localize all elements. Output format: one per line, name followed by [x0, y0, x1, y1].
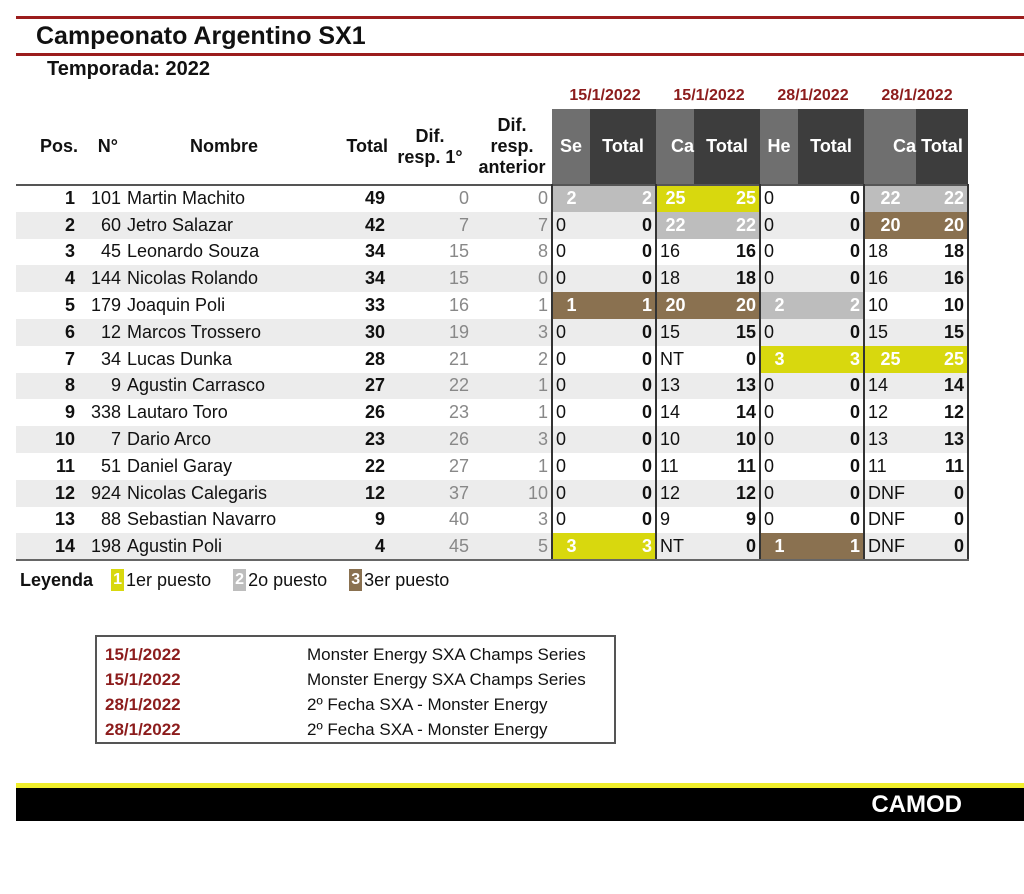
- rider-number-cell: 12: [78, 319, 124, 346]
- rider-number-cell: 45: [100, 241, 121, 262]
- event2-total-cell: 10: [694, 426, 760, 453]
- diff-first-cell: 0: [458, 188, 469, 209]
- event4-score-cell: DNF: [864, 533, 916, 560]
- event1-score-cell: 0: [552, 480, 590, 507]
- position-cell: 5: [64, 295, 75, 316]
- position-cell: 12: [16, 480, 78, 507]
- event3-score-cell: 0: [760, 373, 798, 400]
- event3-score-cell: 1: [760, 533, 798, 560]
- event3-score-cell: 0: [760, 480, 798, 507]
- position-cell: 9: [64, 402, 75, 423]
- rider-name-cell: Nicolas Calegaris: [124, 480, 324, 507]
- col-event2-short: Ca: [656, 109, 694, 185]
- page-title: Campeonato Argentino SX1: [36, 22, 366, 50]
- event3-score-cell: 0: [760, 399, 798, 426]
- diff-previous-cell: 1: [537, 455, 548, 476]
- event2-score-cell: 25: [656, 185, 694, 212]
- event1-score-cell: 0: [552, 239, 590, 266]
- diff-first-cell: 7: [388, 212, 472, 239]
- total-points-cell: 4: [324, 533, 388, 560]
- event2-total-cell: 14: [735, 402, 756, 423]
- event3-score-cell: 3: [760, 346, 798, 373]
- legend-item-third: 3 3er puesto: [349, 569, 449, 591]
- event2-total-cell: 16: [735, 241, 756, 262]
- event2-total-cell: 13: [694, 373, 760, 400]
- rider-name-cell: Nicolas Rolando: [124, 265, 324, 292]
- rider-number-cell: 338: [90, 402, 121, 423]
- position-cell: 6: [16, 319, 78, 346]
- event2-score-cell: 14: [656, 399, 694, 426]
- event4-score-cell: 14: [864, 373, 916, 400]
- rider-name-cell: Dario Arco: [124, 426, 324, 453]
- rider-number-cell: 9: [78, 373, 124, 400]
- col-event1-short: Se: [552, 109, 590, 185]
- event3-total-cell: 0: [798, 373, 864, 400]
- event2-total-cell: 0: [745, 348, 756, 369]
- event2-score-cell: 9: [656, 507, 694, 534]
- event2-total-cell: 25: [694, 185, 760, 212]
- event4-score-cell: DNF: [864, 507, 916, 534]
- total-points-cell: 34: [364, 241, 385, 262]
- rider-name-cell: Agustin Carrasco: [124, 373, 324, 400]
- diff-first-cell: 37: [388, 480, 472, 507]
- rider-name-cell: Sebastian Navarro: [127, 509, 277, 530]
- event2-score-cell: 22: [656, 212, 694, 239]
- event1-score-cell: 0: [552, 426, 590, 453]
- col-event2-total: Total: [694, 109, 760, 185]
- event1-total-cell: 2: [590, 185, 656, 212]
- diff-previous-cell: 7: [472, 212, 552, 239]
- event4-total-cell: 12: [916, 399, 968, 426]
- event3-score-cell: 0: [760, 265, 798, 292]
- event1-score-cell: 0: [552, 453, 590, 480]
- event3-total-cell: 0: [798, 426, 864, 453]
- event4-score-cell: 11: [864, 453, 916, 480]
- event1-total-cell: 0: [590, 265, 656, 292]
- event1-total-cell: 0: [641, 241, 652, 262]
- event2-total-cell: 18: [694, 265, 760, 292]
- position-cell: 14: [16, 533, 78, 560]
- col-event3-short: He: [760, 109, 798, 185]
- event1-total-cell: 0: [590, 319, 656, 346]
- event1-total-cell: 0: [590, 426, 656, 453]
- rider-name-cell: Martin Machito: [127, 188, 246, 209]
- diff-previous-cell: 3: [537, 509, 548, 530]
- legend-label: Leyenda: [20, 569, 94, 590]
- event1-total-cell: 0: [590, 212, 656, 239]
- position-cell: 7: [64, 348, 75, 369]
- table-row: [16, 212, 968, 239]
- table-row: [16, 453, 968, 480]
- event1-score-cell: 0: [552, 507, 590, 534]
- table-row: [16, 319, 968, 346]
- event4-score-cell: 10: [864, 292, 916, 319]
- col-num: N°: [97, 136, 118, 156]
- rider-name-cell: Daniel Garay: [127, 455, 233, 476]
- total-points-cell: 30: [324, 319, 388, 346]
- table-row: [16, 480, 968, 507]
- event4-total-cell: 0: [916, 507, 968, 534]
- event3-total-cell: 0: [798, 265, 864, 292]
- position-cell: 8: [16, 373, 78, 400]
- event1-total-cell: 0: [590, 480, 656, 507]
- event2-score-cell: 18: [656, 265, 694, 292]
- rider-number-cell: 101: [90, 188, 121, 209]
- event4-score-cell: 22: [864, 185, 916, 212]
- event4-total-cell: 20: [916, 212, 968, 239]
- event4-total-cell: 13: [916, 426, 968, 453]
- event1-score-cell: 0: [552, 212, 590, 239]
- table-row: [16, 346, 968, 373]
- standings-table: [16, 109, 969, 561]
- rider-name-cell: Agustin Poli: [124, 533, 324, 560]
- event1-total-cell: 0: [590, 373, 656, 400]
- rider-name-cell: Lautaro Toro: [127, 402, 228, 423]
- event-date-1: 15/1/2022: [569, 87, 641, 104]
- event3-score-cell: 0: [760, 319, 798, 346]
- diff-first-cell: 27: [448, 455, 469, 476]
- event4-total-cell: 0: [916, 533, 968, 560]
- event2-total-cell: 11: [736, 455, 756, 476]
- event2-total-cell: 20: [694, 292, 760, 319]
- table-row: [16, 426, 968, 453]
- event4-total-cell: 10: [916, 292, 968, 319]
- table-row: [16, 239, 968, 266]
- standings-body: [16, 185, 968, 560]
- rider-number-cell: 198: [78, 533, 124, 560]
- event4-total-cell: 18: [916, 239, 968, 266]
- diff-first-cell: 19: [388, 319, 472, 346]
- event2-score-cell: 20: [656, 292, 694, 319]
- event-list-item: 28/1/2022 2º Fecha SXA - Monster Energy: [105, 719, 548, 739]
- event4-score-cell: 16: [864, 265, 916, 292]
- total-points-cell: 22: [364, 455, 385, 476]
- diff-previous-cell: 1: [537, 402, 548, 423]
- event1-total-cell: 1: [590, 292, 656, 319]
- event3-total-cell: 1: [798, 533, 864, 560]
- event1-score-cell: 1: [552, 292, 590, 319]
- table-row: [16, 185, 968, 212]
- event2-score-cell: 16: [656, 239, 694, 266]
- event3-total-cell: 0: [798, 212, 864, 239]
- footer-bar: [16, 788, 1024, 821]
- diff-previous-cell: 1: [537, 295, 548, 316]
- event2-score-cell: NT: [656, 346, 694, 373]
- rider-number-cell: 60: [78, 212, 124, 239]
- position-cell: 4: [16, 265, 78, 292]
- position-cell: 3: [64, 241, 75, 262]
- diff-previous-cell: 3: [472, 426, 552, 453]
- event4-score-cell: 12: [864, 399, 916, 426]
- diff-previous-cell: 10: [472, 480, 552, 507]
- event-list-item: 28/1/2022 2º Fecha SXA - Monster Energy: [105, 694, 548, 714]
- diff-first-cell: 23: [448, 402, 469, 423]
- total-points-cell: 49: [364, 188, 385, 209]
- event1-total-cell: 3: [590, 533, 656, 560]
- event3-score-cell: 0: [760, 185, 798, 212]
- diff-previous-cell: 3: [472, 319, 552, 346]
- season-label: Temporada: 2022: [47, 58, 211, 80]
- event4-score-cell: 15: [864, 319, 916, 346]
- event4-score-cell: 13: [864, 426, 916, 453]
- event4-total-cell: 0: [916, 480, 968, 507]
- diff-first-cell: 15: [388, 265, 472, 292]
- event1-score-cell: 0: [552, 373, 590, 400]
- header-row: [16, 109, 968, 185]
- table-row: [16, 292, 968, 319]
- position-cell: 2: [16, 212, 78, 239]
- event-list-item: 15/1/2022 Monster Energy SXA Champs Series: [105, 669, 586, 689]
- event2-score-cell: 11: [656, 453, 694, 480]
- event4-total-cell: 16: [916, 265, 968, 292]
- event2-score-cell: 10: [656, 426, 694, 453]
- diff-first-cell: 22: [388, 373, 472, 400]
- col-dif-first: Dif. resp. 1°: [397, 125, 463, 167]
- table-row: [16, 533, 968, 560]
- diff-previous-cell: 0: [537, 188, 548, 209]
- col-event4-total: Total: [916, 109, 968, 185]
- event3-total-cell: 2: [798, 292, 864, 319]
- total-points-cell: 9: [374, 509, 385, 530]
- event3-score-cell: 0: [760, 507, 798, 534]
- event1-score-cell: 0: [552, 399, 590, 426]
- event4-total-cell: 11: [916, 453, 968, 480]
- rider-name-cell: Jetro Salazar: [124, 212, 324, 239]
- event4-score-cell: 18: [864, 239, 916, 266]
- diff-first-cell: 21: [448, 348, 469, 369]
- second-place-swatch: 2: [233, 569, 246, 591]
- event1-total-cell: 0: [641, 402, 652, 423]
- rider-number-cell: 51: [100, 455, 121, 476]
- total-points-cell: 28: [364, 348, 385, 369]
- event2-score-cell: 13: [656, 373, 694, 400]
- col-total: Total: [346, 136, 388, 156]
- title-top-rule: [16, 16, 1024, 19]
- event3-score-cell: 0: [760, 212, 798, 239]
- diff-first-cell: 45: [388, 533, 472, 560]
- event3-total-cell: 0: [849, 188, 860, 209]
- legend-item-second: 2 2o puesto: [233, 569, 327, 591]
- event3-score-cell: 0: [760, 453, 798, 480]
- event3-score-cell: 0: [760, 239, 798, 266]
- event4-score-cell: 20: [864, 212, 916, 239]
- total-points-cell: 12: [324, 480, 388, 507]
- table-row: [16, 399, 968, 426]
- event2-total-cell: 15: [694, 319, 760, 346]
- event2-total-cell: 22: [694, 212, 760, 239]
- diff-previous-cell: 5: [472, 533, 552, 560]
- event2-score-cell: 15: [656, 319, 694, 346]
- event4-total-cell: 25: [916, 346, 968, 373]
- event4-total-cell: 14: [916, 373, 968, 400]
- event4-total-cell: 22: [916, 185, 968, 212]
- legend-item-first: 1 1er puesto: [111, 569, 211, 591]
- legend: [20, 569, 471, 591]
- event3-total-cell: 3: [798, 346, 864, 373]
- position-cell: 10: [16, 426, 78, 453]
- event4-score-cell: 25: [864, 346, 916, 373]
- event3-total-cell: 0: [849, 509, 860, 530]
- event4-total-cell: 15: [916, 319, 968, 346]
- diff-previous-cell: 8: [537, 241, 548, 262]
- position-cell: 13: [54, 509, 75, 530]
- rider-number-cell: 179: [90, 295, 121, 316]
- rider-number-cell: 34: [100, 348, 121, 369]
- footer-brand: CAMOD: [871, 791, 962, 818]
- diff-previous-cell: 0: [472, 265, 552, 292]
- total-points-cell: 23: [324, 426, 388, 453]
- rider-number-cell: 7: [78, 426, 124, 453]
- event2-total-cell: 0: [694, 533, 760, 560]
- event1-score-cell: 2: [552, 185, 590, 212]
- event3-total-cell: 0: [798, 480, 864, 507]
- event3-total-cell: 0: [849, 455, 860, 476]
- event4-score-cell: DNF: [864, 480, 916, 507]
- diff-first-cell: 16: [448, 295, 469, 316]
- rider-name-cell: Lucas Dunka: [127, 348, 233, 369]
- third-place-swatch: 3: [349, 569, 362, 591]
- table-row: [16, 373, 968, 400]
- position-cell: 1: [64, 188, 75, 209]
- event3-total-cell: 0: [798, 319, 864, 346]
- rider-name-cell: Marcos Trossero: [124, 319, 324, 346]
- col-pos: Pos.: [39, 136, 78, 156]
- event-list: [95, 635, 616, 744]
- position-cell: 11: [55, 455, 75, 476]
- event2-score-cell: NT: [656, 533, 694, 560]
- col-event4-short: Ca: [864, 109, 916, 185]
- total-points-cell: 26: [364, 402, 385, 423]
- col-dif-prev: Dif. resp. anterior: [478, 115, 546, 177]
- event2-total-cell: 12: [694, 480, 760, 507]
- event1-score-cell: 0: [552, 265, 590, 292]
- event1-score-cell: 0: [552, 346, 590, 373]
- rider-name-cell: Joaquin Poli: [127, 295, 226, 316]
- total-points-cell: 33: [364, 295, 385, 316]
- event1-total-cell: 0: [641, 348, 652, 369]
- total-points-cell: 42: [324, 212, 388, 239]
- diff-previous-cell: 1: [472, 373, 552, 400]
- diff-first-cell: 15: [448, 241, 469, 262]
- event2-total-cell: 9: [745, 509, 756, 530]
- total-points-cell: 34: [324, 265, 388, 292]
- diff-first-cell: 26: [388, 426, 472, 453]
- first-place-swatch: 1: [111, 569, 124, 591]
- col-event1-total: Total: [590, 109, 656, 185]
- rider-number-cell: 924: [78, 480, 124, 507]
- col-event3-total: Total: [798, 109, 864, 185]
- rider-name-cell: Leonardo Souza: [127, 241, 260, 262]
- event-date-4: 28/1/2022: [881, 87, 953, 104]
- event3-score-cell: 2: [760, 292, 798, 319]
- rider-number-cell: 144: [78, 265, 124, 292]
- diff-first-cell: 40: [448, 509, 469, 530]
- total-points-cell: 27: [324, 373, 388, 400]
- event2-score-cell: 12: [656, 480, 694, 507]
- event-list-item: 15/1/2022 Monster Energy SXA Champs Series: [105, 644, 586, 664]
- table-row: [16, 265, 968, 292]
- table-row: [16, 507, 968, 534]
- title-bottom-rule: [16, 53, 1024, 56]
- event1-score-cell: 3: [552, 533, 590, 560]
- event-date-3: 28/1/2022: [777, 87, 849, 104]
- rider-number-cell: 88: [100, 509, 121, 530]
- event1-total-cell: 0: [641, 455, 652, 476]
- event3-total-cell: 0: [849, 241, 860, 262]
- event3-score-cell: 0: [760, 426, 798, 453]
- event1-total-cell: 0: [641, 509, 652, 530]
- col-name: Nombre: [189, 136, 258, 156]
- event3-total-cell: 0: [849, 402, 860, 423]
- diff-previous-cell: 2: [537, 348, 548, 369]
- event1-score-cell: 0: [552, 319, 590, 346]
- event-date-2: 15/1/2022: [673, 87, 745, 104]
